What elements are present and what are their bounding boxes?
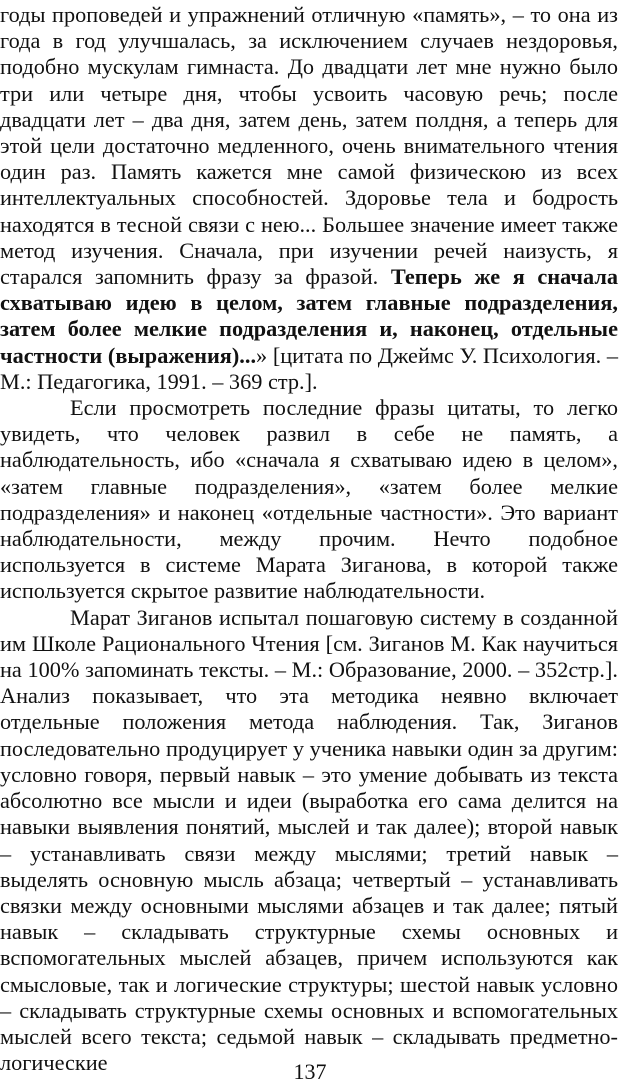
paragraph-quote-continuation	[0, 2, 618, 395]
quote-bold-text: Теперь же я сначала схватываю идею в целом, затем главные подразделения, затем более мелкие подразделения и, наконец, отдельные частности (выражения)...	[0, 264, 618, 368]
body-text	[0, 2, 618, 1076]
quote-citation: » [цитата по Джеймс У. Психология. – М.: Педагогика, 1991. – 369 стр.].	[0, 342, 618, 394]
paragraph-observation: Если просмотреть последние фразы цитаты, то легко увидеть, что человек развил в себе не память, а наблюдательность, ибо «сначала я схватываю идею в целом», «затем главные подразделения», «затем более мелкие подразделения» и наконец «отдельные частности». Это вариант наблюдательности, между прочим. Нечто подобное используется в системе Марата Зиганова, в которой также используется скрытое развитие наблюдательности.	[0, 395, 618, 604]
quote-text: годы проповедей и упражнений отличную «память», – то она из года в год улучшалась, за исключением случаев нездоровья, подобно мускулам гимнаста. До двадцати лет мне нужно было три или четыре дня, чтобы усвоить часовую речь; после двадцати лет – два дня, затем день, затем полдня, а теперь для этой цели достаточно медленного, очень внимательного чтения один раз. Память кажется мне самой физическою из всех интеллектуальных способностей. Здоровье тела и бодрость находятся в тесной связи с нею... Большее значение имеет также метод изучения. Сначала, при изучении речей наизусть, я старался запомнить фразу за фразой.	[0, 2, 618, 290]
page-number: 137	[293, 1059, 327, 1084]
paragraph-ziganov: Марат Зиганов испытал пошаговую систему в созданной им Школе Рационального Чтения [см. Зиганов М. Как научиться на 100% запоминать тексты. – М.: Образование, 2000. – 352стр.]. Анализ показывает, что эта методика неявно включает отдельные положения метода наблюдения. Так, Зиганов последовательно продуцирует у ученика навыки один за другим: условно говоря, первый навык – это умение добывать из текста абсолютно все мысли и идеи (выработка его сама делится на навыки выявления понятий, мыслей и так далее); второй навык – устанавливать связи между мыслями; третий навык – выделять основную мысль абзаца; четвертый – устанавливать связки между основными мыслями абзацев и так далее; пятый навык – складывать структурные схемы основных и вспомогательных мыслей абзацев, причем используются как смысловые, так и логические структуры; шестой навык условно – складывать структурные схемы основных и вспомогательных мыслей всего текста; седьмой навык – складывать предметно-логические	[0, 604, 618, 1076]
